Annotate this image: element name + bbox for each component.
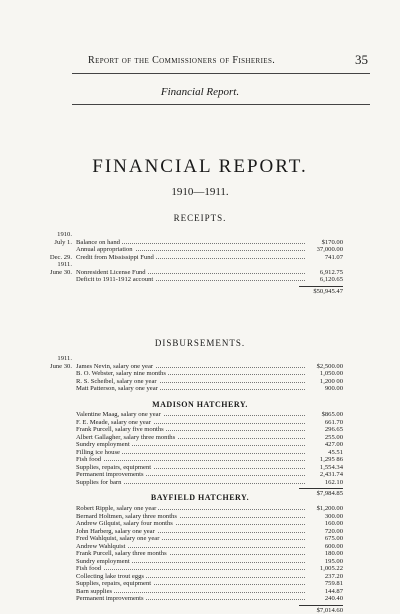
entry-date: July 1. bbox=[54, 238, 72, 246]
entry-amount: 255.00 bbox=[324, 433, 343, 441]
ledger-row bbox=[44, 456, 343, 464]
dot-leader bbox=[76, 460, 305, 461]
subheader-rule bbox=[72, 104, 370, 105]
section-total: $7,984.85 bbox=[299, 488, 343, 497]
entry-description bbox=[76, 363, 305, 371]
ledger-row bbox=[44, 441, 343, 449]
ledger-row bbox=[44, 558, 343, 566]
entry-amount: 900.00 bbox=[324, 385, 343, 392]
entry-description bbox=[76, 550, 305, 558]
entry-description-text: R. S. Scheibel, salary one year bbox=[76, 377, 157, 385]
entry-date: 1911. bbox=[57, 355, 72, 362]
entry-description bbox=[76, 276, 305, 284]
entry-description-text: B. O. Webster, salary nine months bbox=[76, 370, 166, 377]
entry-description bbox=[76, 441, 305, 449]
disbursements-heading: DISBURSEMENTS. bbox=[154, 338, 246, 348]
entry-date: 1910. bbox=[57, 231, 72, 238]
entry-date bbox=[44, 520, 76, 528]
entry-amount: 237.20 bbox=[324, 572, 343, 580]
entry-description bbox=[76, 573, 305, 581]
entry-amount: 759.81 bbox=[324, 580, 343, 587]
entry-description-text: Filling ice house bbox=[76, 448, 120, 456]
entry-amount: 741.07 bbox=[324, 253, 343, 261]
entry-description bbox=[76, 595, 305, 603]
ledger-row bbox=[44, 535, 343, 543]
ledger-row bbox=[44, 520, 343, 528]
section-total-row bbox=[44, 286, 343, 295]
entry-description bbox=[76, 580, 305, 588]
entry-description bbox=[76, 261, 305, 269]
entry-date bbox=[44, 479, 76, 487]
entry-date bbox=[44, 411, 76, 419]
ledger-row bbox=[44, 595, 343, 603]
entry-description-text: Deficit to 1911-1912 account bbox=[76, 276, 154, 283]
entry-description-text: Robert Ripple, salary one year bbox=[76, 505, 157, 512]
entry-description-text: F. E. Meade, salary one year bbox=[76, 418, 151, 426]
page-number: 35 bbox=[355, 52, 368, 67]
entry-amount bbox=[305, 231, 343, 239]
bayfield-list bbox=[44, 505, 343, 614]
entry-amount: 37,000.00 bbox=[316, 246, 343, 253]
entry-description bbox=[76, 588, 305, 596]
running-header: Report of the Commissioners of Fisheries. bbox=[88, 55, 276, 66]
entry-description bbox=[76, 471, 305, 479]
entry-description bbox=[76, 543, 305, 551]
entry-amount: 1,005.22 bbox=[319, 565, 343, 572]
ledger-row bbox=[44, 246, 343, 254]
entry-description-text: Supplies for barn bbox=[76, 478, 122, 486]
ledger-row bbox=[44, 543, 343, 551]
entry-description bbox=[76, 479, 305, 487]
ledger-row bbox=[44, 378, 343, 386]
entry-description bbox=[76, 456, 305, 464]
entry-description bbox=[76, 464, 305, 472]
entry-description-text: Albert Gallagher, salary three months bbox=[76, 433, 176, 441]
ledger-row bbox=[44, 464, 343, 472]
entry-description bbox=[76, 513, 305, 521]
entry-amount: 1,050.00 bbox=[319, 370, 343, 377]
entry-amount: 6,120.65 bbox=[319, 276, 343, 283]
entry-description bbox=[76, 246, 305, 254]
entry-description bbox=[76, 558, 305, 566]
entry-date bbox=[44, 573, 76, 581]
entry-description-text: Sundry employment bbox=[76, 557, 130, 565]
ledger-row bbox=[44, 276, 343, 284]
entry-date bbox=[44, 370, 76, 378]
entry-amount: 195.00 bbox=[324, 557, 343, 565]
ledger-row bbox=[44, 419, 343, 427]
ledger-row bbox=[44, 370, 343, 378]
madison-list bbox=[44, 411, 343, 497]
bayfield-heading: BAYFIELD HATCHERY. bbox=[150, 493, 250, 502]
entry-amount: 1,554.34 bbox=[319, 463, 343, 471]
ledger-row bbox=[44, 426, 343, 434]
entry-description bbox=[76, 505, 305, 513]
entry-amount: 6,912.75 bbox=[319, 268, 343, 276]
ledger-row bbox=[44, 363, 343, 371]
entry-amount: 1,200 00 bbox=[319, 377, 343, 385]
entry-date bbox=[44, 471, 76, 479]
entry-description bbox=[76, 385, 305, 393]
header-rule bbox=[72, 73, 370, 74]
entry-description-text: Supplies, repairs, equipment bbox=[76, 580, 152, 587]
ledger-row bbox=[44, 573, 343, 581]
fiscal-years: 1910—1911. bbox=[171, 186, 229, 198]
entry-date bbox=[44, 419, 76, 427]
ledger-row bbox=[44, 355, 343, 363]
entry-amount: $2,500.00 bbox=[316, 362, 343, 370]
entry-amount bbox=[305, 355, 343, 363]
entry-description-text: Frank Purcell, salary three months bbox=[76, 550, 167, 557]
entry-amount: 427.00 bbox=[324, 441, 343, 448]
entry-date bbox=[44, 513, 76, 521]
section-total: $50,945.47 bbox=[299, 286, 343, 295]
entry-description-text: Supplies, repairs, equipment bbox=[76, 463, 152, 471]
entry-date bbox=[44, 505, 76, 513]
entry-date bbox=[44, 565, 76, 573]
entry-description bbox=[76, 269, 305, 277]
entry-amount: 2,431.74 bbox=[319, 471, 343, 478]
entry-description-text: Annual appropriation bbox=[76, 246, 133, 253]
section-total-row bbox=[44, 605, 343, 614]
entry-description-text: Fish food bbox=[76, 565, 102, 572]
entry-date: 1911. bbox=[57, 261, 72, 268]
ledger-row bbox=[44, 479, 343, 487]
entry-date bbox=[44, 535, 76, 543]
ledger-row bbox=[44, 528, 343, 536]
ledger-row bbox=[44, 254, 343, 262]
ledger-row bbox=[44, 449, 343, 457]
ledger-row bbox=[44, 580, 343, 588]
entry-description-text: Valentine Maag, salary one year bbox=[76, 411, 161, 418]
entry-description-text: Permanent improvements bbox=[76, 471, 144, 478]
entry-description-text: James Nevin, salary one year bbox=[76, 362, 154, 370]
entry-date bbox=[44, 558, 76, 566]
entry-description bbox=[76, 239, 305, 247]
ledger-row bbox=[44, 513, 343, 521]
ledger-row bbox=[44, 505, 343, 513]
entry-date bbox=[44, 276, 76, 284]
entry-description-text: Matt Patterson, salary one year bbox=[76, 385, 158, 392]
entry-date bbox=[44, 580, 76, 588]
entry-description-text: Balance on hand bbox=[76, 238, 120, 246]
page-title: FINANCIAL REPORT. bbox=[92, 156, 308, 177]
entry-amount: 240.40 bbox=[324, 595, 343, 602]
entry-date: June 30. bbox=[50, 268, 72, 276]
entry-description-text: John Harberg, salary one year bbox=[76, 527, 155, 535]
entry-description-text: Sundry employment bbox=[76, 441, 130, 448]
entry-amount: 600.00 bbox=[324, 542, 343, 550]
dot-leader bbox=[76, 569, 305, 570]
entry-amount: 144.87 bbox=[324, 587, 343, 595]
entry-description bbox=[76, 254, 305, 262]
entry-date: June 30. bbox=[50, 362, 72, 370]
ledger-row bbox=[44, 411, 343, 419]
ledger-row bbox=[44, 239, 343, 247]
entry-description-text: Barn supplies bbox=[76, 587, 113, 595]
entry-description-text: Andrew Gilquist, salary four months bbox=[76, 520, 173, 527]
ledger-row bbox=[44, 550, 343, 558]
entry-description-text: Andrew Wahlquist bbox=[76, 542, 126, 550]
entry-date bbox=[44, 528, 76, 536]
entry-description bbox=[76, 520, 305, 528]
entry-date bbox=[44, 456, 76, 464]
entry-description bbox=[76, 355, 305, 363]
entry-date bbox=[44, 441, 76, 449]
entry-description bbox=[76, 528, 305, 536]
entry-amount: 661.70 bbox=[324, 418, 343, 426]
entry-date bbox=[44, 588, 76, 596]
entry-amount: $865.00 bbox=[321, 411, 343, 418]
entry-description bbox=[76, 426, 305, 434]
ledger-row bbox=[44, 565, 343, 573]
entry-date bbox=[44, 543, 76, 551]
entry-description bbox=[76, 565, 305, 573]
entry-amount: 296.65 bbox=[324, 426, 343, 433]
entry-description bbox=[76, 419, 305, 427]
entry-date bbox=[44, 246, 76, 254]
entry-date bbox=[44, 550, 76, 558]
entry-description-text: Fred Wahlquist, salary one year bbox=[76, 535, 160, 542]
receipts-heading: RECEIPTS. bbox=[173, 213, 227, 223]
ledger-row bbox=[44, 269, 343, 277]
section-subheader: Financial Report. bbox=[160, 86, 240, 98]
entry-description-text: Bernard Holtmen, salary three months bbox=[76, 512, 177, 520]
entry-amount: 675.00 bbox=[324, 535, 343, 542]
entry-description-text: Frank Purcell, salary five months bbox=[76, 426, 164, 433]
entry-amount bbox=[305, 261, 343, 269]
entry-description bbox=[76, 434, 305, 442]
entry-date bbox=[44, 378, 76, 386]
entry-description-text: Fish food bbox=[76, 456, 102, 463]
entry-description bbox=[76, 370, 305, 378]
entry-amount: $170.00 bbox=[321, 238, 343, 246]
ledger-row bbox=[44, 231, 343, 239]
entry-description bbox=[76, 449, 305, 457]
entry-date bbox=[44, 434, 76, 442]
ledger-row bbox=[44, 471, 343, 479]
entry-amount: 160.00 bbox=[324, 520, 343, 527]
ledger-row bbox=[44, 261, 343, 269]
entry-description-text: Permanent improvements bbox=[76, 595, 144, 602]
entry-amount: $1,200.00 bbox=[316, 505, 343, 512]
entry-description bbox=[76, 231, 305, 239]
entry-amount: 720.00 bbox=[324, 527, 343, 535]
entry-description bbox=[76, 535, 305, 543]
entry-amount: 45.51 bbox=[328, 448, 343, 456]
entry-description-text: Credit from Mississippi Fund bbox=[76, 253, 154, 261]
entry-amount: 162.10 bbox=[324, 478, 343, 486]
receipts-list bbox=[44, 231, 343, 295]
entry-description bbox=[76, 411, 305, 419]
section-total: $7,014.60 bbox=[299, 605, 343, 614]
entry-date bbox=[44, 385, 76, 393]
entry-amount: 1,295 86 bbox=[319, 456, 343, 463]
entry-date bbox=[44, 426, 76, 434]
madison-heading: MADISON HATCHERY. bbox=[152, 400, 248, 409]
ledger-row bbox=[44, 434, 343, 442]
entry-description-text: Nonresident License Fund bbox=[76, 268, 146, 276]
ledger-row bbox=[44, 385, 343, 393]
entry-description-text: Collecting lake trout eggs bbox=[76, 572, 144, 580]
entry-amount: 300.00 bbox=[324, 512, 343, 520]
disbursements-list bbox=[44, 355, 343, 393]
entry-date bbox=[44, 595, 76, 603]
entry-amount: 180.00 bbox=[324, 550, 343, 557]
entry-date: Dec. 29. bbox=[49, 253, 72, 261]
ledger-row bbox=[44, 588, 343, 596]
entry-date bbox=[44, 449, 76, 457]
entry-date bbox=[44, 464, 76, 472]
entry-description bbox=[76, 378, 305, 386]
